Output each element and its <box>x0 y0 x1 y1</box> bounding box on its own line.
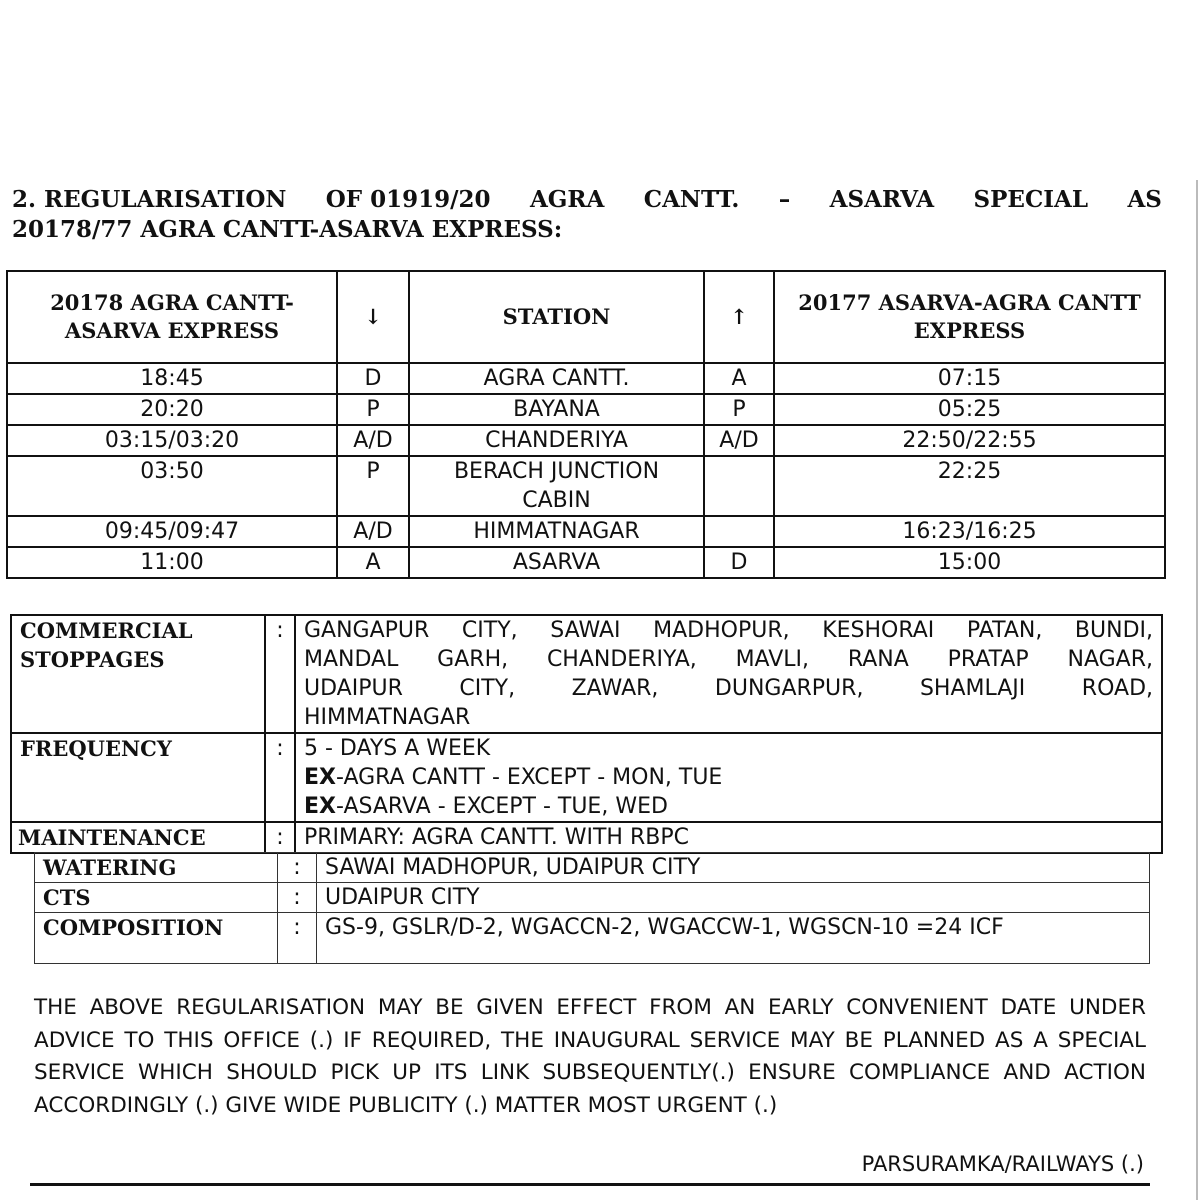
table-row <box>7 456 1165 516</box>
ex-prefix: EX <box>304 794 336 819</box>
heading-word: SPECIAL <box>973 186 1089 213</box>
table-row <box>7 547 1165 578</box>
down-flag-cell: A/D <box>337 516 409 547</box>
frequency-label: FREQUENCY <box>11 733 265 822</box>
station-cell: BERACH JUNCTION CABIN <box>409 456 704 516</box>
cts-row <box>35 883 1150 913</box>
down-flag-cell: D <box>337 363 409 394</box>
up-flag-cell <box>704 516 774 547</box>
colon: : <box>265 733 295 822</box>
colon: : <box>278 853 317 883</box>
up-time-cell: 22:25 <box>774 456 1165 516</box>
frequency-exception <box>304 763 1153 792</box>
scan-edge-line <box>1196 180 1198 1200</box>
stoppages-line: UDAIPUR CITY, ZAWAR, DUNGARPUR, SHAMLAJI ROAD, <box>304 676 1153 701</box>
heading-word: AGRA <box>529 186 605 213</box>
stoppages-line: HIMMATNAGAR <box>304 705 471 730</box>
down-time-cell: 11:00 <box>7 547 337 578</box>
commercial-stoppages-row <box>11 615 1162 733</box>
maintenance-value: PRIMARY: AGRA CANTT. WITH RBPC <box>295 822 1162 853</box>
down-train-header: 20178 AGRA CANTT-ASARVA EXPRESS <box>7 271 337 363</box>
station-cell: AGRA CANTT. <box>409 363 704 394</box>
table-row <box>7 394 1165 425</box>
ex-prefix: EX <box>304 765 336 790</box>
table-row <box>7 425 1165 456</box>
station-cell: BAYANA <box>409 394 704 425</box>
exception-text: -AGRA CANTT - EXCEPT - MON, TUE <box>336 765 723 790</box>
heading-word: AS <box>1127 186 1162 213</box>
heading-word: 2. REGULARISATION <box>12 186 287 213</box>
watering-label: WATERING <box>35 853 278 883</box>
colon: : <box>265 822 295 853</box>
commercial-stoppages-value <box>295 615 1162 733</box>
frequency-value <box>295 733 1162 822</box>
up-time-cell: 22:50/22:55 <box>774 425 1165 456</box>
down-flag-cell: A/D <box>337 425 409 456</box>
heading-line-2: 20178/77 AGRA CANTT-ASARVA EXPRESS: <box>12 216 563 243</box>
down-arrow-icon: ↓ <box>337 271 409 363</box>
operations-table <box>34 852 1150 964</box>
maintenance-row <box>11 822 1162 853</box>
down-time-cell: 18:45 <box>7 363 337 394</box>
up-time-cell: 05:25 <box>774 394 1165 425</box>
up-flag-cell: D <box>704 547 774 578</box>
up-time-cell: 07:15 <box>774 363 1165 394</box>
heading-word: ASARVA <box>829 186 935 213</box>
down-time-cell: 03:15/03:20 <box>7 425 337 456</box>
timetable-header-row <box>7 271 1165 363</box>
table-row <box>7 516 1165 547</box>
heading-line-1 <box>12 185 1162 215</box>
down-time-cell: 20:20 <box>7 394 337 425</box>
table-row <box>7 363 1165 394</box>
timetable <box>6 270 1166 579</box>
down-flag-cell: P <box>337 456 409 516</box>
down-time-cell: 09:45/09:47 <box>7 516 337 547</box>
up-flag-cell: P <box>704 394 774 425</box>
station-header: STATION <box>409 271 704 363</box>
colon: : <box>278 883 317 913</box>
composition-value: GS-9, GSLR/D-2, WGACCN-2, WGACCW-1, WGSCN-10 =24 ICF <box>317 913 1150 964</box>
up-time-cell: 16:23/16:25 <box>774 516 1165 547</box>
station-cell: HIMMATNAGAR <box>409 516 704 547</box>
heading-word: – <box>778 186 791 213</box>
instruction-paragraph: THE ABOVE REGULARISATION MAY BE GIVEN EFFECT FROM AN EARLY CONVENIENT DATE UNDER ADVICE TO THIS OFFICE (.) IF REQUIRED, THE INAUGURAL SERVICE MAY BE PLANNED AS A SPECIAL SERVICE WHICH SHOULD PICK UP ITS LINK SUBSEQUENTLY(.) ENSURE COMPLIANCE AND ACTION ACCORDINGLY (.) GIVE WIDE PUBLICITY (.) MATTER MOST URGENT (.) <box>34 995 1146 1118</box>
up-flag-cell: A/D <box>704 425 774 456</box>
stoppages-line: MANDAL GARH, CHANDERIYA, MAVLI, RANA PRATAP NAGAR, <box>304 647 1153 672</box>
cts-label: CTS <box>35 883 278 913</box>
signature: PARSURAMKA/RAILWAYS (.) <box>861 1152 1144 1176</box>
cts-value: UDAIPUR CITY <box>317 883 1150 913</box>
heading-word: OF 01919/20 <box>325 186 491 213</box>
bottom-rule <box>30 1183 1150 1186</box>
down-time-cell: 03:50 <box>7 456 337 516</box>
colon: : <box>265 615 295 733</box>
composition-label: COMPOSITION <box>35 913 278 964</box>
down-flag-cell: P <box>337 394 409 425</box>
section-heading <box>12 185 1162 245</box>
frequency-row <box>11 733 1162 822</box>
up-arrow-icon: ↑ <box>704 271 774 363</box>
frequency-days: 5 - DAYS A WEEK <box>304 736 491 761</box>
up-train-header: 20177 ASARVA-AGRA CANTT EXPRESS <box>774 271 1165 363</box>
up-flag-cell <box>704 456 774 516</box>
composition-row <box>35 913 1150 964</box>
service-details-table <box>10 614 1163 854</box>
stoppages-line: GANGAPUR CITY, SAWAI MADHOPUR, KESHORAI PATAN, BUNDI, <box>304 618 1153 643</box>
down-flag-cell: A <box>337 547 409 578</box>
station-cell: ASARVA <box>409 547 704 578</box>
exception-text: -ASARVA - EXCEPT - TUE, WED <box>336 794 668 819</box>
frequency-exception <box>304 792 1153 821</box>
commercial-stoppages-label: COMMERCIAL STOPPAGES <box>11 615 265 733</box>
watering-row <box>35 853 1150 883</box>
up-flag-cell: A <box>704 363 774 394</box>
colon: : <box>278 913 317 964</box>
up-time-cell: 15:00 <box>774 547 1165 578</box>
station-cell: CHANDERIYA <box>409 425 704 456</box>
watering-value: SAWAI MADHOPUR, UDAIPUR CITY <box>317 853 1150 883</box>
heading-word: CANTT. <box>643 186 740 213</box>
maintenance-label: MAINTENANCE <box>11 822 265 853</box>
